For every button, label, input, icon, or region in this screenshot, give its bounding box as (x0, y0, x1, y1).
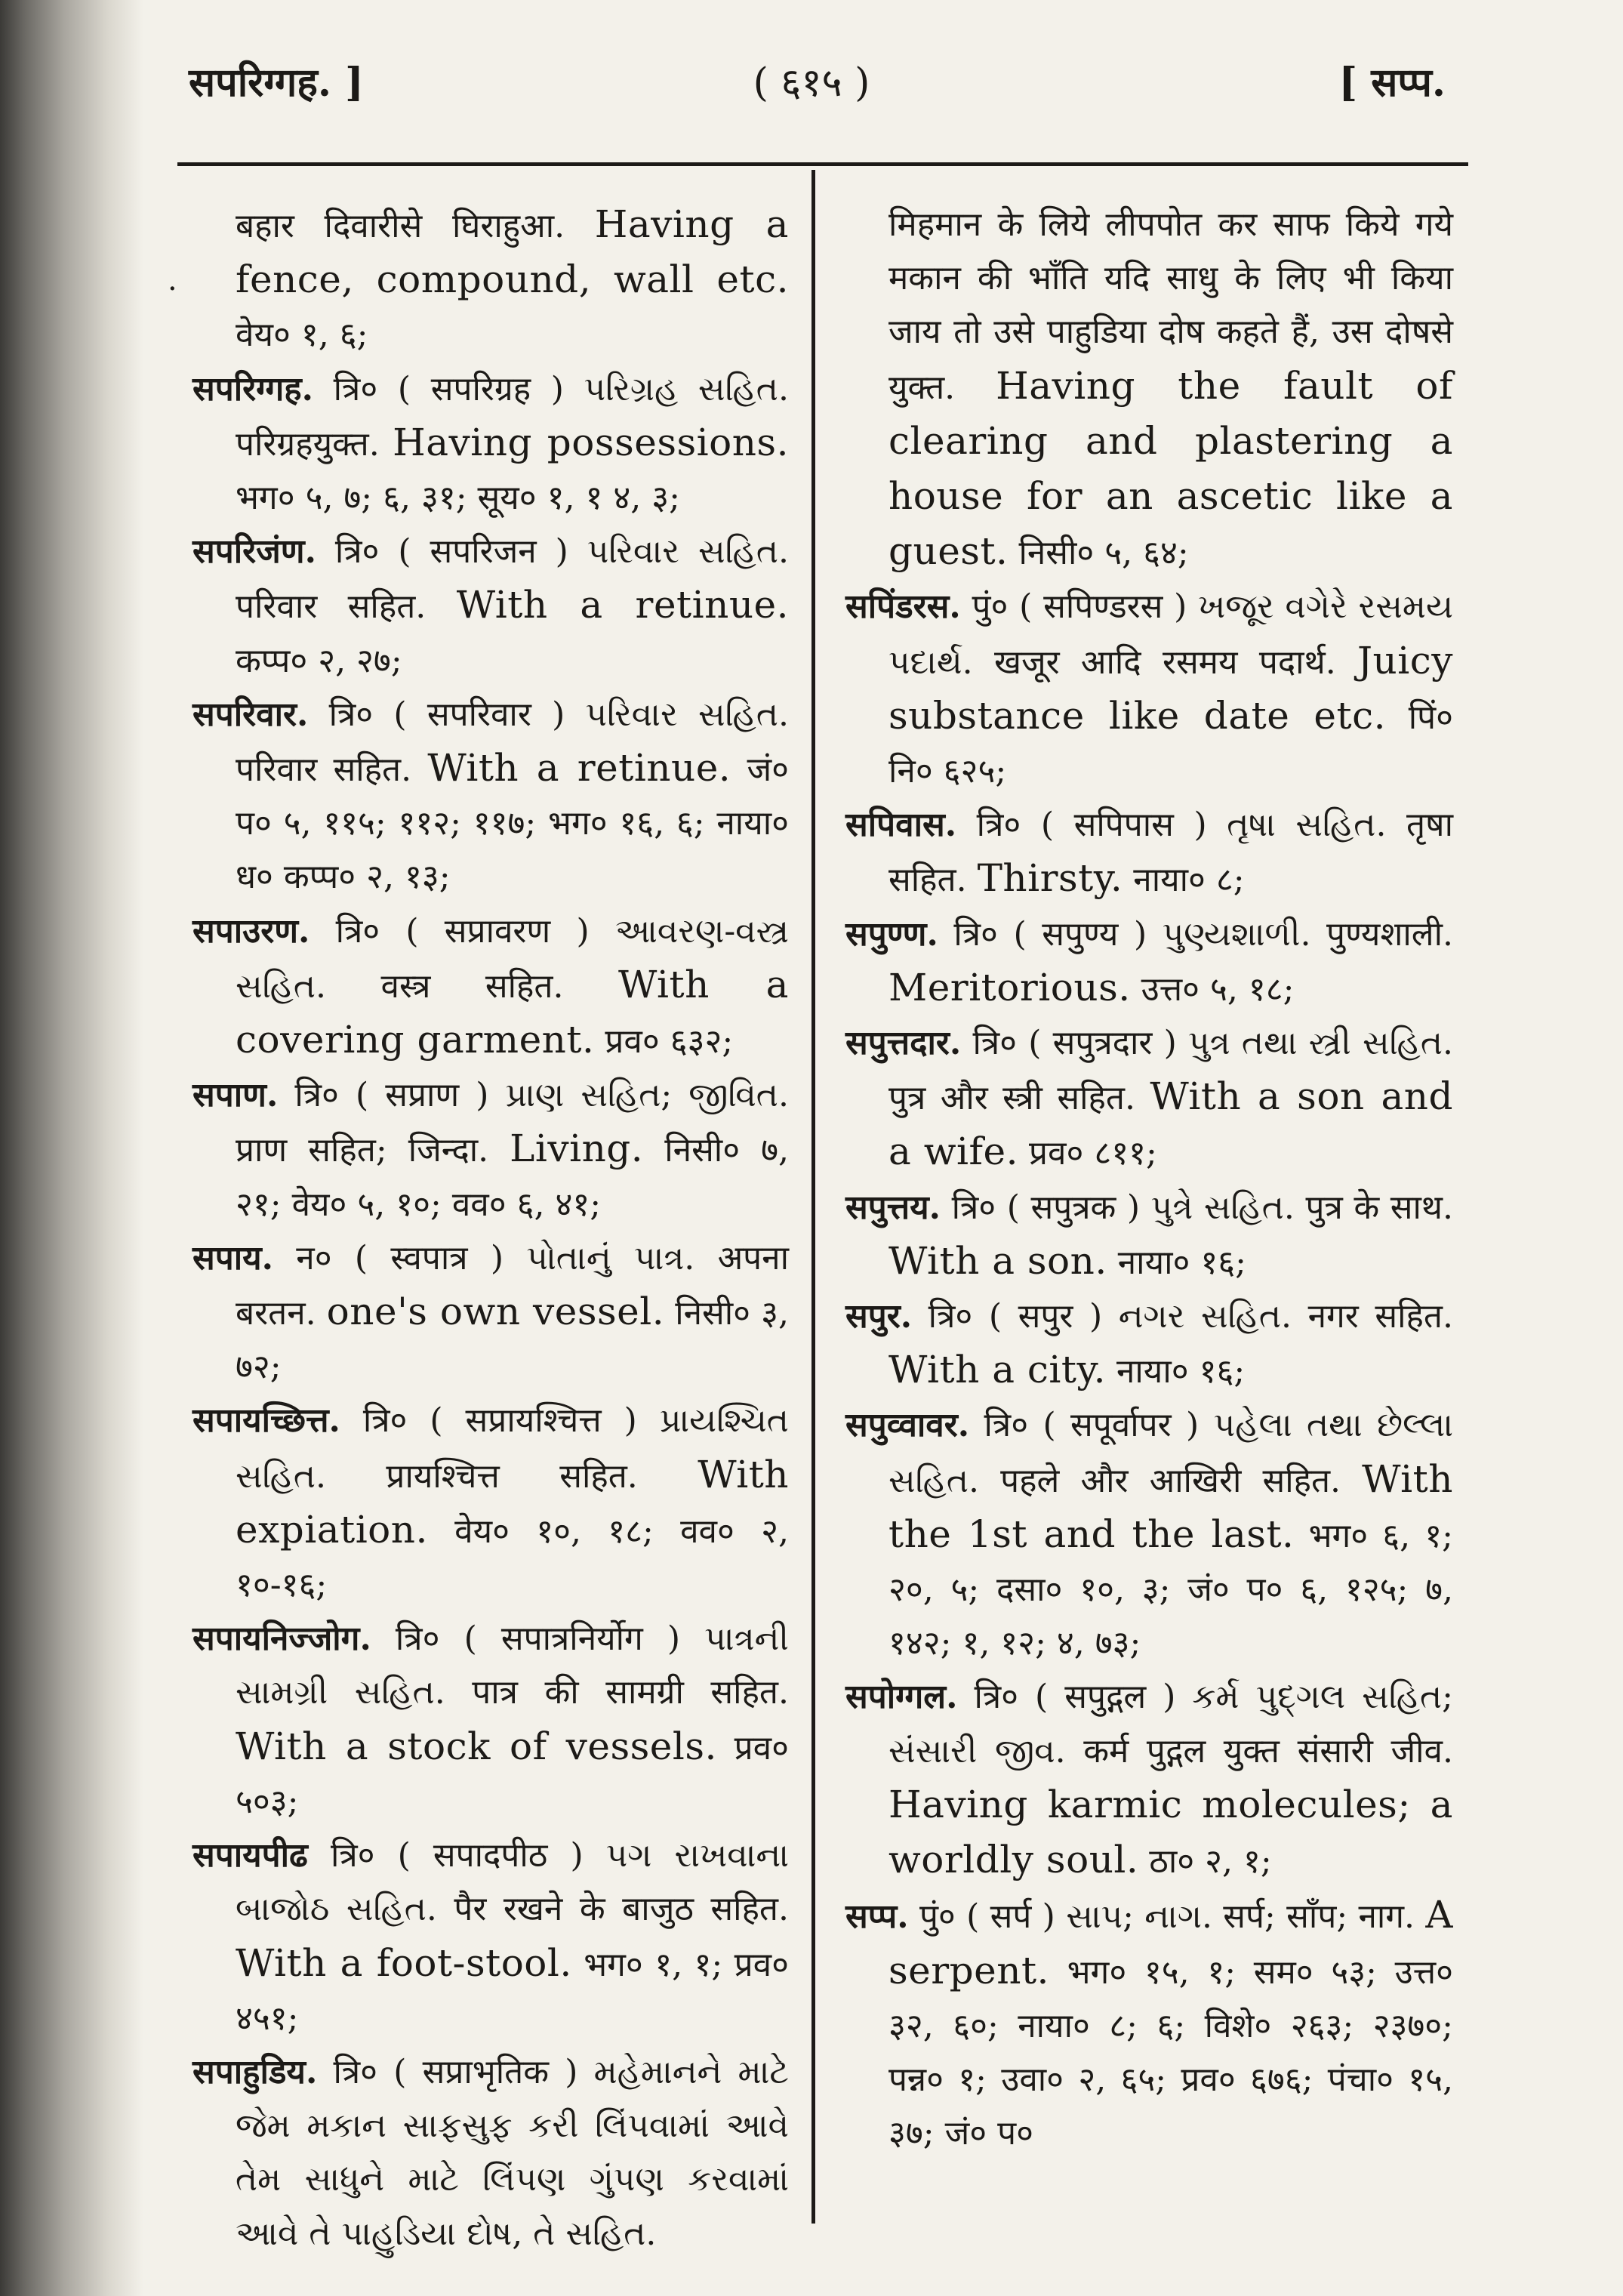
entry-gloss: પરિવાર સહિત. परिवार सहित. (236, 695, 789, 790)
entry-headword: सपाण. (192, 1076, 279, 1115)
entry-grammar: पुं० ( सर्प ) (919, 1897, 1055, 1937)
entry-english: Living. (510, 1126, 644, 1171)
entry-references: उत्त० ५, १८; (1141, 969, 1295, 1009)
entry-headword: सप्प. (845, 1897, 909, 1937)
entry-references: कप्प० २, २७; (236, 641, 402, 680)
dictionary-entry (845, 580, 1453, 798)
entry-references: प्रव० ८११; (1028, 1134, 1157, 1173)
dictionary-entry (845, 1888, 1453, 2160)
dictionary-entry (845, 1398, 1453, 1670)
entry-grammar: त्रि० ( सपिपास ) (976, 806, 1207, 845)
entry-references: भग० ६, १; २०, ५; दसा० १०, ३; जं० प० ६, १२५; ७, १४२; १, १२; ४, ७३; (888, 1516, 1453, 1663)
entry-english: With a covering garment. (236, 962, 789, 1062)
entry-grammar: त्रि० ( सपूर्वापर ) (984, 1406, 1200, 1445)
entry-references: भग० १, १; प्रव० ४५१; (236, 1945, 789, 2038)
entry-english: With a son. (888, 1238, 1107, 1283)
entry-headword: सपरिवार. (192, 695, 309, 734)
entry-english: Having karmic molecules; a worldly soul. (888, 1782, 1453, 1882)
entry-gloss: ખજૂર વગેરે રસમય પદાર્થ. खजूर आदि रसमय पदार्थ. (888, 587, 1453, 682)
entry-headword: सपुर. (845, 1297, 913, 1336)
dictionary-entry (192, 1068, 789, 1231)
entry-english: Thirsty. (977, 856, 1123, 901)
header-left-guideword: सपरिग्गह. ] (189, 60, 364, 106)
entry-gloss: પુત્રે સહિત. पुत्र के साथ. (1150, 1188, 1453, 1227)
entry-english: With a son and a wife. (888, 1074, 1453, 1174)
entry-english: With the 1st and the last. (888, 1456, 1453, 1556)
entry-gloss: કર્મ પુદ્ગલ સહિત; સંસારી જીવ. कर्म पुद्गल युक्त संसारी जीव. (888, 1678, 1453, 1771)
entry-grammar: त्रि० ( सप्रावरण ) (335, 911, 590, 951)
entry-references: जं० प० ५, ११५; ११२; ११७; भग० १६, ६; नाया० ध० कप्प० २, १३; (236, 750, 789, 897)
entry-gloss: પહેલા તથા છેલ્લા સહિત. पहले और आखिरी सहित. (888, 1406, 1453, 1500)
entry-gloss: નગર સહિત. नगर सहित. (1118, 1297, 1453, 1336)
page-number: ( ६१५ ) (753, 60, 870, 106)
entry-grammar: त्रि० ( सपरिग्रह ) (333, 369, 564, 408)
entry-english: With a retinue. (427, 746, 731, 791)
dictionary-entry (192, 1829, 789, 2045)
entry-grammar: त्रि० ( सपात्रनिर्योग ) (395, 1620, 681, 1659)
entry-headword: सपुत्तय. (845, 1188, 941, 1227)
entry-references: प्रव० ५०३; (236, 1728, 789, 1821)
entry-gloss: પ્રાણ સહિત; જીવિત. प्राण सहित; जिन्दा. (236, 1076, 789, 1170)
dictionary-entry (845, 908, 1453, 1016)
entry-grammar: त्रि० ( सपुण्य ) (953, 914, 1147, 954)
entry-headword: सपिवास. (845, 806, 957, 845)
entry-grammar: त्रि० ( सपुत्रक ) (951, 1188, 1141, 1227)
entry-grammar: त्रि० ( सप्राण ) (294, 1076, 489, 1115)
dictionary-entry (192, 1394, 789, 1612)
entry-grammar: त्रि० ( सपुत्रदार ) (972, 1024, 1177, 1063)
entry-headword: सपोग्गल. (845, 1678, 958, 1717)
entry-references: भग० १५, १; सम० ५३; उत्त० ३२, ६०; नाया० ८; ६; विशे० २६३; २३७०; पन्न० १; उवा० २, ६५; प्रव० ६७६; पंचा० १५, ३७; जं० प० (888, 1952, 1453, 2153)
dictionary-entry (192, 362, 789, 525)
dictionary-entry (845, 1181, 1453, 1290)
entry-headword: सपायच्छित्त. (192, 1401, 340, 1441)
entry-english: one's own vessel. (326, 1290, 665, 1334)
entry-english: Having the fault of clearing and plastering a house for an ascetic like a guest. (888, 363, 1453, 574)
entry-headword: सपुण्ण. (845, 914, 938, 954)
dictionary-entry (192, 1612, 789, 1829)
column-divider (812, 170, 815, 2224)
entry-gloss: મહેમાનને માટે જેમ મકાન સાફસુફ કરી લિંપવામાં આવે તેમ સાધુને માટે લિંપણ ગુંપણ કરવામાં આવે તે પાહુડિયા દોષ, તે સહિત. (236, 2052, 789, 2253)
entry-gloss: मिहमान के लिये लीपपोत कर साफ किये गये मकान की भाँति यदि साधु के लिए भी किया जाय तो उसे पाहुडिया दोष कहते हैं, उस दोषसे युक्त. (888, 205, 1453, 407)
entry-gloss: પગ રાખવાના બાજોઠ સહિત. पैर रखने के बाजुठ सहित. (236, 1836, 789, 1929)
entry-references: भग० ५, ७; ६, ३१; सूय० १, १ ४, ३; (236, 479, 680, 518)
entry-english: Meritorious. (888, 965, 1131, 1009)
entry-headword: सपाहुडिय. (192, 2052, 318, 2091)
entry-headword: सपायपीढ (192, 1836, 308, 1875)
dictionary-entry (845, 798, 1453, 907)
dictionary-entry (192, 905, 789, 1069)
entry-references: पिं० नि० ६२५; (888, 698, 1453, 791)
entry-grammar: पुं० ( सपिण्डरस ) (972, 587, 1187, 627)
entry-grammar: त्रि० ( सपुर ) (928, 1297, 1103, 1336)
entry-headword: सपुत्तदार. (845, 1024, 962, 1063)
entry-english: With a retinue. (456, 583, 789, 627)
entry-english: With a foot-stool. (236, 1940, 572, 1985)
entry-gloss: પરિવાર સહિત. परिवार सहित. (236, 532, 789, 627)
header-rule (177, 162, 1468, 166)
entry-gloss: પાત્રની સામગ્રી સહિત. पात्र की सामग्री सहित. (236, 1620, 789, 1712)
entry-references: नाया० ८; (1133, 861, 1245, 900)
dictionary-entry (192, 688, 789, 905)
entry-headword: सपाउरण. (192, 911, 310, 951)
entry-headword: सपरिजंण. (192, 532, 316, 572)
entry-gloss: સાપ; નાગ. सर्प; साँप; नाग. (1066, 1897, 1415, 1937)
left-column (192, 198, 789, 2261)
entry-headword: सपायनिज्जोग. (192, 1620, 371, 1659)
dictionary-entry (845, 1670, 1453, 1888)
entry-grammar: त्रि० ( सपरिवार ) (328, 695, 565, 734)
entry-gloss: પુત્ર તથા સ્ત્રી સહિત. पुत्र और स्त्री सहित. (888, 1024, 1453, 1118)
entry-references: निसी० ५, ६४; (1018, 534, 1189, 573)
entry-gloss: પુણ્યશાળી. पुण्यशाली. (1162, 914, 1453, 954)
entry-english: Juicy substance like date etc. (888, 638, 1453, 738)
dictionary-entry (192, 525, 789, 688)
entry-continuation (192, 198, 789, 362)
entry-gloss: પોતાનું પાત્ર. अपना बरतन. (236, 1238, 789, 1333)
margin-mark: · (168, 272, 177, 307)
entry-gloss: बहार दिवारीसे घिराहुआ. (236, 207, 565, 245)
entry-grammar: त्रि० ( सप्राभृतिक ) (333, 2052, 578, 2091)
dictionary-entry (192, 2045, 789, 2261)
dictionary-entry (845, 1016, 1453, 1181)
entry-headword: सपाय. (192, 1238, 273, 1277)
dictionary-entry (845, 1290, 1453, 1398)
entry-headword: सपरिग्गह. (192, 369, 313, 408)
entry-grammar: त्रि० ( सपरिजन ) (334, 532, 568, 572)
entry-grammar: त्रि० ( सपुद्गल ) (974, 1678, 1176, 1717)
entry-english: A serpent. (888, 1893, 1453, 1992)
entry-headword: सपुव्वावर. (845, 1406, 970, 1445)
entry-references: ठा० २, १; (1149, 1842, 1272, 1881)
entry-english: With expiation. (236, 1452, 789, 1552)
entry-references: प्रव० ६३२; (605, 1022, 734, 1062)
entry-gloss: તૃષા સહિત. तृषा सहित. (888, 806, 1453, 900)
entry-references: नाया० १६; (1116, 1352, 1246, 1391)
entry-continuation (845, 198, 1453, 580)
entry-references: निसी० ३, ७२; (236, 1294, 789, 1387)
entry-grammar: त्रि० ( सप्रायश्चित्त ) (362, 1401, 637, 1441)
entry-english: Having a fence, compound, wall etc. (236, 202, 789, 302)
entry-english: With a stock of vessels. (236, 1724, 717, 1768)
entry-references: वेय० १०, १८; वव० २, १०-१६; (236, 1512, 789, 1605)
entry-grammar: त्रि० ( सपादपीठ ) (330, 1836, 584, 1875)
entry-gloss: પ્રાયશ્ચિત સહિત. प्रायश्चित्त सहित. (236, 1401, 789, 1496)
entry-references: निसी० ७, २१; वेय० ५, १०; वव० ६, ४१; (236, 1131, 789, 1224)
entry-headword: सपिंडरस. (845, 587, 961, 627)
entry-english: With a city. (888, 1348, 1106, 1392)
right-column (845, 198, 1453, 2160)
entry-references: नाया० १६; (1117, 1243, 1246, 1282)
entry-english: Having possessions. (393, 420, 789, 464)
entry-references: वेय० १, ६; (236, 316, 368, 355)
entry-gloss: પરિગ્રહ સહિત. परिग्रहयुक्त. (236, 369, 789, 464)
entry-gloss: આવરણ-વસ્ત્ર સહિત. वस्त्र सहित. (236, 911, 789, 1006)
entry-grammar: न० ( स्वपात्र ) (296, 1238, 504, 1277)
dictionary-entry (192, 1231, 789, 1395)
header-right-guideword: [ सप्प. (1338, 60, 1446, 106)
